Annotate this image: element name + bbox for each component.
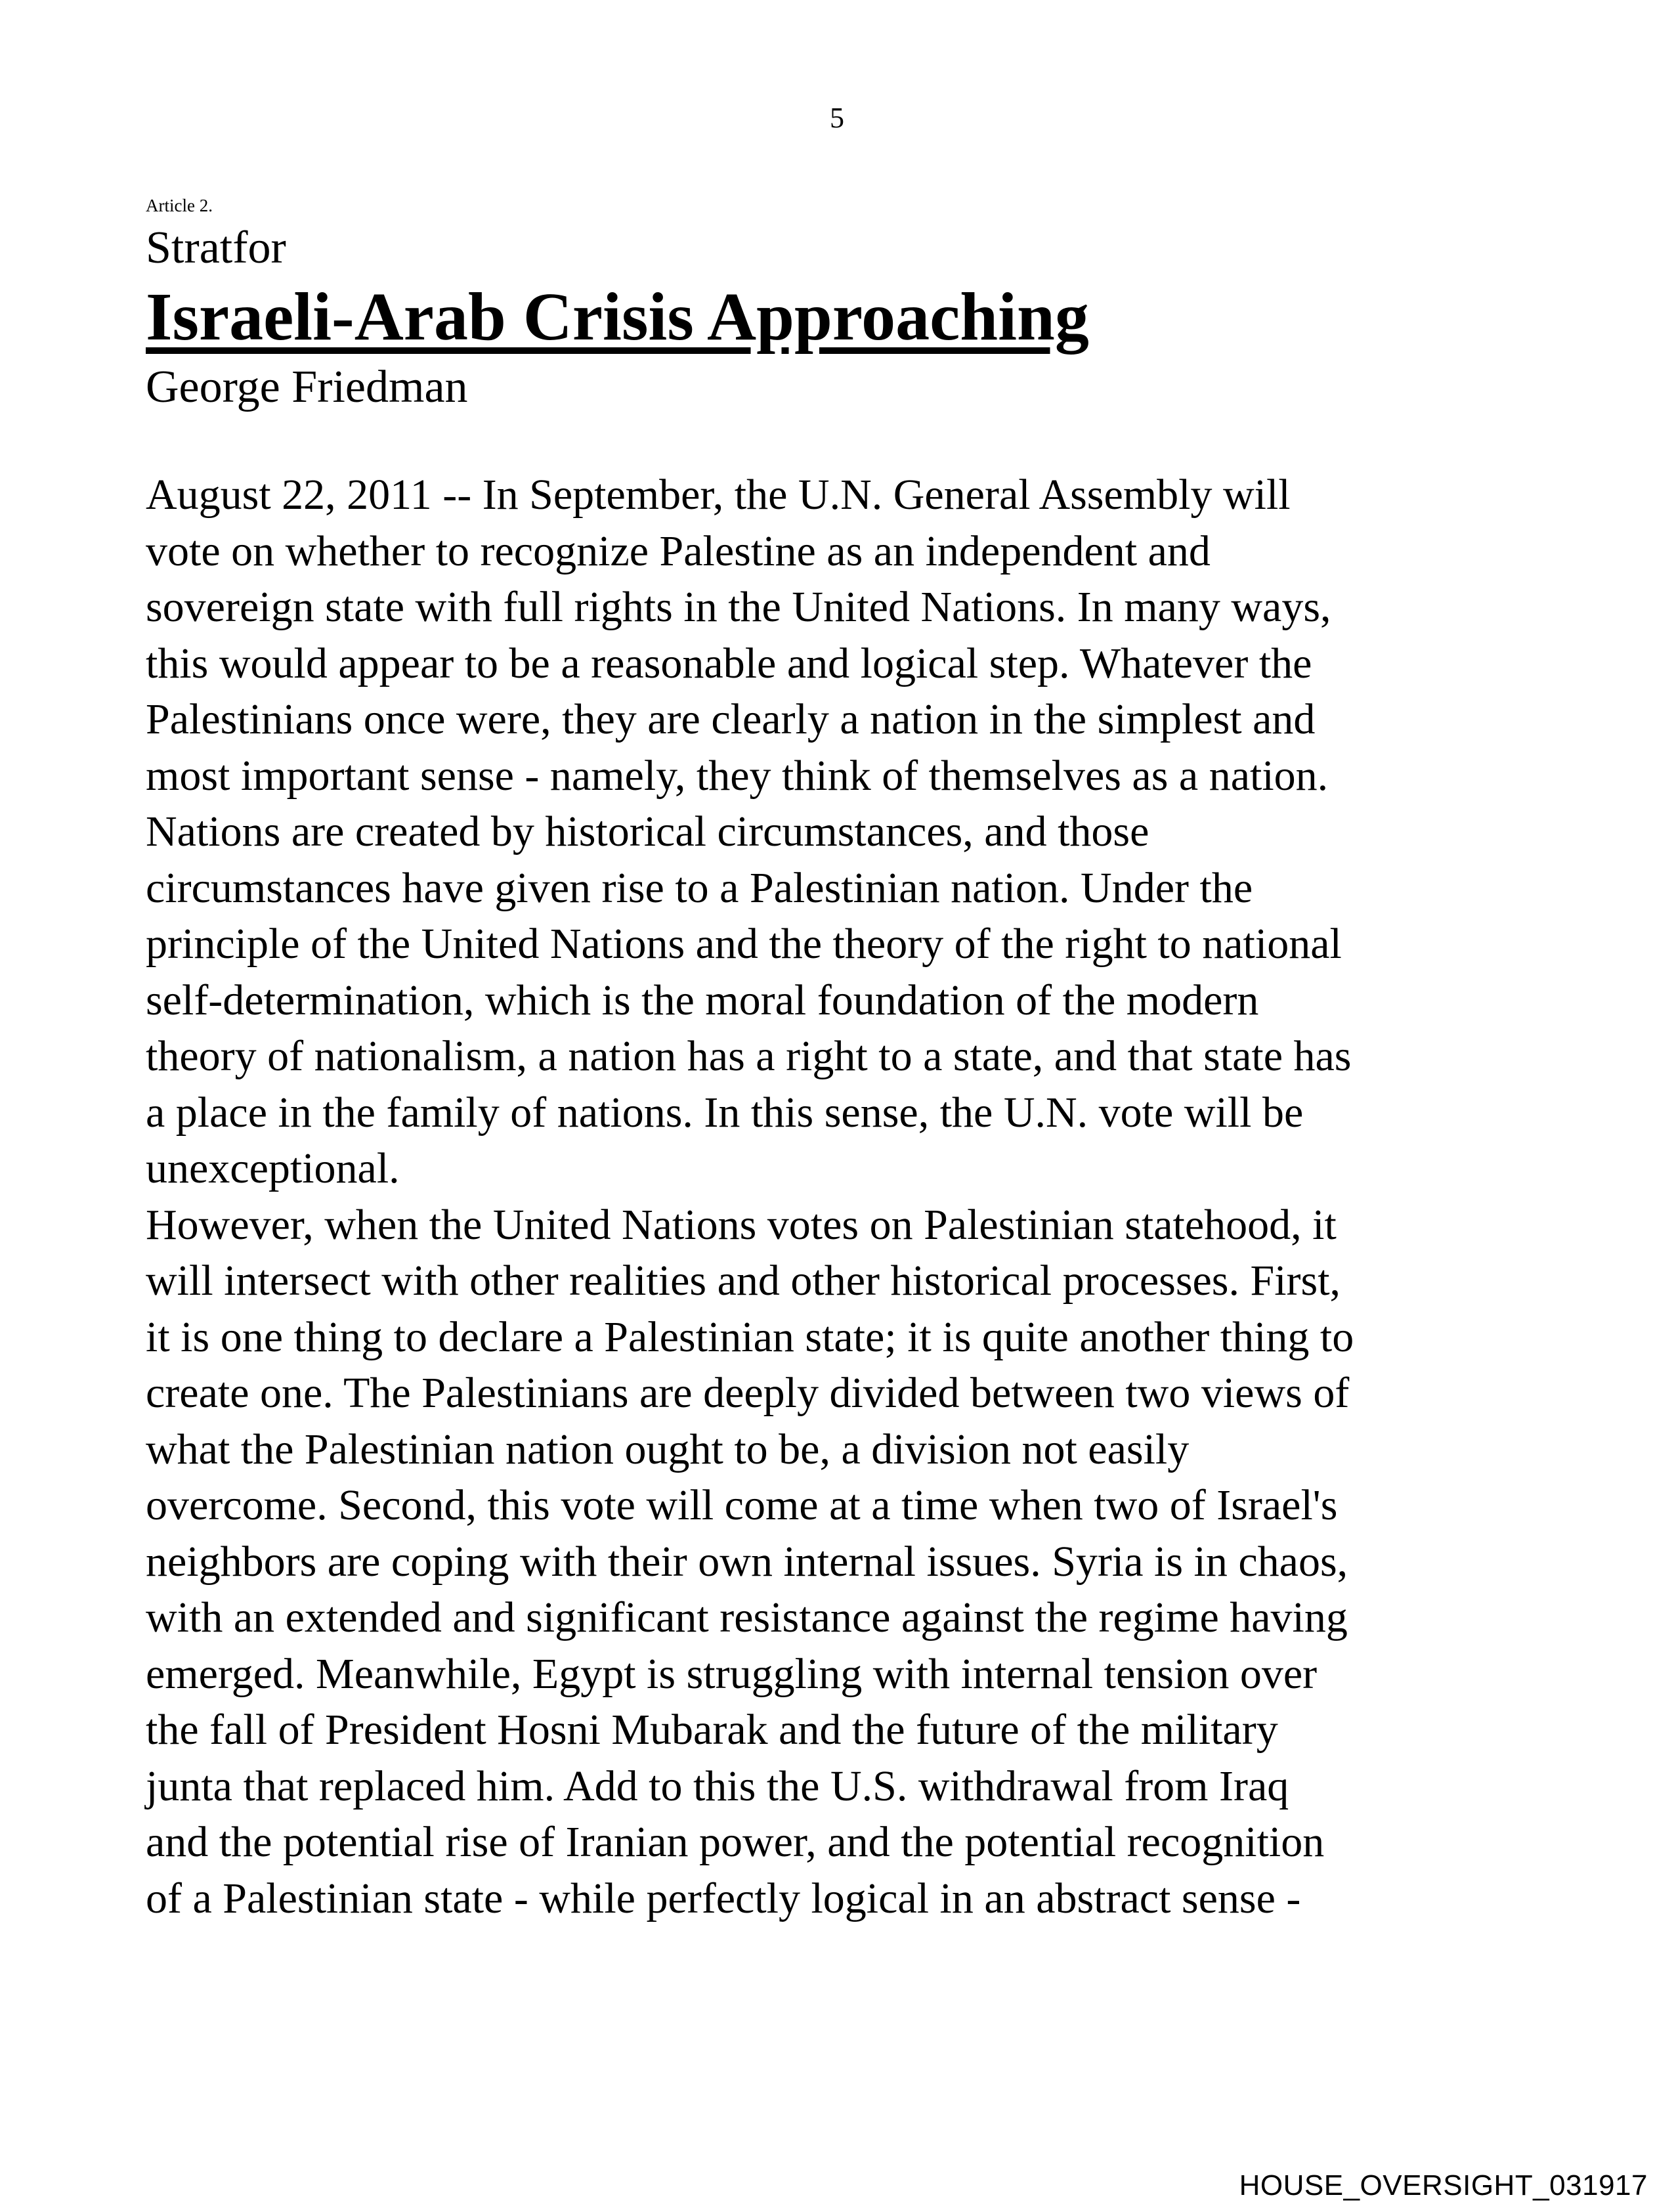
body-line: create one. The Palestinians are deeply divided between two views of: [146, 1369, 1350, 1417]
article: [146, 194, 1557, 1926]
article-body: [146, 467, 1557, 1926]
body-line: junta that replaced him. Add to this the U.S. withdrawal from Iraq: [146, 1762, 1289, 1810]
body-line: However, when the United Nations votes on Palestinian statehood, it: [146, 1200, 1337, 1249]
body-line: will intersect with other realities and other historical processes. First,: [146, 1257, 1341, 1305]
article-title: Israeli-Arab Crisis Approaching: [146, 279, 1089, 355]
body-line: self-determination, which is the moral foundation of the modern: [146, 976, 1259, 1024]
body-line: circumstances have given rise to a Palestinian nation. Under the: [146, 863, 1253, 912]
body-line: unexceptional.: [146, 1144, 400, 1192]
body-line: and the potential rise of Iranian power, and the potential recognition: [146, 1818, 1325, 1866]
body-line: August 22, 2011 -- In September, the U.N. General Assembly will: [146, 471, 1291, 519]
bates-stamp: HOUSE_OVERSIGHT_031917: [1239, 2169, 1648, 2201]
page-number: 5: [830, 102, 844, 134]
body-line: principle of the United Nations and the theory of the right to national: [146, 920, 1342, 968]
body-line: Nations are created by historical circumstances, and those: [146, 808, 1149, 856]
body-line: of a Palestinian state - while perfectly logical in an abstract sense -: [146, 1874, 1301, 1922]
body-line: what the Palestinian nation ought to be, a division not easily: [146, 1425, 1190, 1473]
body-line: sovereign state with full rights in the United Nations. In many ways,: [146, 583, 1331, 631]
article-author: George Friedman: [146, 362, 468, 412]
body-line: the fall of President Hosni Mubarak and the future of the military: [146, 1706, 1278, 1754]
body-line: it is one thing to declare a Palestinian state; it is quite another thing to: [146, 1312, 1354, 1361]
body-line: with an extended and significant resistance against the regime having: [146, 1594, 1348, 1641]
body-line: a place in the family of nations. In this sense, the U.N. vote will be: [146, 1088, 1304, 1137]
body-line: Palestinians once were, they are clearly a nation in the simplest and: [146, 695, 1316, 743]
body-line: this would appear to be a reasonable and logical step. Whatever the: [146, 639, 1312, 687]
body-line: emerged. Meanwhile, Egypt is struggling with internal tension over: [146, 1649, 1318, 1698]
body-line: overcome. Second, this vote will come at a time when two of Israel's: [146, 1481, 1338, 1529]
body-line: theory of nationalism, a nation has a right to a state, and that state has: [146, 1032, 1352, 1080]
body-line: vote on whether to recognize Palestine as an independent and: [146, 527, 1211, 575]
body-line: most important sense - namely, they think of themselves as a nation.: [146, 751, 1329, 800]
body-line: neighbors are coping with their own internal issues. Syria is in chaos,: [146, 1537, 1348, 1586]
article-label: Article 2.: [146, 196, 213, 215]
article-source: Stratfor: [146, 223, 286, 273]
